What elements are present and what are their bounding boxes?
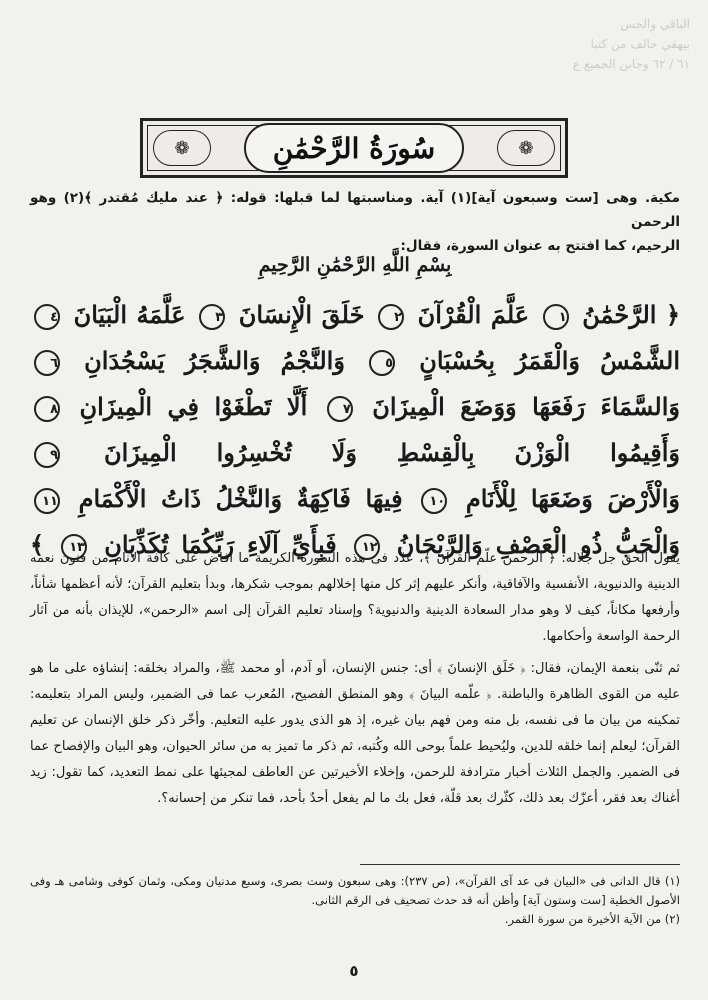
bleed-line: الباقي والحس: [620, 17, 690, 31]
verse-number-marker: ٤: [34, 304, 60, 330]
verse-text: فَبِأَيِّ آلَاءِ رَبِّكُمَا تُكَذِّبَانِ: [104, 530, 337, 559]
footnotes: [30, 872, 680, 929]
commentary: [30, 546, 680, 818]
verse-text: وَالْأَرْضَ وَضَعَهَا لِلْأَنَامِ: [465, 484, 680, 513]
surah-intro: [30, 186, 680, 258]
commentary-paragraph: يقول الحق جل جلاله: ﴿ الرحمن علّم القرآن ﴾، عدّد فى هذه السورة الكريمة ما أفاض على كافة الأنام من فنون نعمه الدينية والدنيوية، الأنفسية والآفاقية، وأنكر عليهم إثر كل منها إخلالهم بموجب شكرها، وبدأ بتعليم القرآن؛ لأنه أعظمها شأناً، وأرفعها مكاناً، كيف لا وهو مدار السعادة الدينية والدنيوية؟ وإسناد تعليم القرآن إلى اسم «الرحمن»، للإيذان بأنه من آثار الرحمة الواسعة وأحكامها.: [30, 551, 680, 644]
verses-block: [30, 292, 680, 568]
ornament-icon: ❁: [497, 130, 555, 166]
surah-title-cartouche: [244, 123, 464, 173]
surah-title: سُورَةُ الرَّحْمَٰنِ: [272, 131, 436, 165]
verse-text: وَأَقِيمُوا الْوَزْنَ بِالْقِسْطِ وَلَا تُخْسِرُوا الْمِيزَانَ: [103, 438, 680, 467]
verse-text: وَالنَّجْمُ وَالشَّجَرُ يَسْجُدَانِ: [84, 346, 345, 375]
verse-text: عَلَّمَهُ الْبَيَانَ: [73, 300, 186, 329]
verse-number-marker: ٣: [199, 304, 225, 330]
verse-number-marker: ١٣: [61, 534, 87, 560]
verse-text: وَالْحَبُّ ذُو الْعَصْفِ وَالرَّيْحَانُ: [396, 530, 680, 559]
verse-number-marker: ٦: [34, 350, 60, 376]
verse-line: [30, 338, 680, 384]
bleed-through-text: [430, 14, 690, 74]
intro-line: مكية. وهى [ست وسبعون آية](١) آية. ومناسبتها لما قبلها: قوله: ﴿ عند مليك مُقتدر ﴾(٢) وهو الرحمن: [30, 190, 680, 230]
bleed-line: بيهقي خالف من كتبا: [590, 37, 690, 51]
verse-number-marker: ١٠: [421, 488, 447, 514]
verse-text: الشَّمْسُ وَالْقَمَرُ بِحُسْبَانٍ: [419, 346, 680, 375]
verse-end-bracket: ﴾: [30, 530, 45, 559]
verse-text: أَلَّا تَطْغَوْا فِي الْمِيزَانِ: [79, 392, 308, 421]
verse-number-marker: ٧: [327, 396, 353, 422]
verse-line: [30, 430, 680, 476]
verse-number-marker: ٥: [369, 350, 395, 376]
verse-number-marker: ١٢: [354, 534, 380, 560]
verse-number-marker: ٩: [34, 442, 60, 468]
basmala: بِسْمِ اللَّهِ الرَّحْمَٰنِ الرَّحِيمِ: [258, 254, 452, 276]
footnote: (١) قال الدانى فى «البيان فى عد آى القرآن»، (ص ٢٣٧): وهى سبعون وست بصرى، وسبع مدنيان ومكى، وثمان كوفى وشامى هـ وفى الأصول الخطية [ست وستون آية] وأظن أنه قد حدث تصحيف فى الرقم الثانى.: [30, 874, 680, 907]
surah-title-frame: [140, 118, 568, 178]
verse-text: خَلَقَ الْإِنسَانَ: [238, 300, 365, 329]
bleed-line: ٦١ / ٦٢ وجابن الجميع ع: [572, 57, 690, 71]
footnote: (٢) من الآية الأخيرة من سورة القمر.: [504, 912, 680, 926]
verse-text: ﴿ الرَّحْمَٰنُ: [582, 300, 680, 329]
commentary-paragraph: ثم ثنّى بنعمة الإيمان، فقال: ﴿ خَلَق الإنسانَ ﴾ أى: جنس الإنسان، أو آدم، أو محمد ﷺ، والمراد بخلقه: إنشاؤه على ما هو عليه من القوى الظاهرة والباطنة. ﴿ علّمه البيانَ ﴾ وهو المنطق الفصيح، المُعرب عما فى الضمير، وليس المراد بتعليمه: تمكينه من بيان ما فى نفسه، بل منه ومن فهم بيان غيره، إذ هو الذى يدور عليه التعليم. وأخّر ذكر خلق الإنسان عن تعليم القرآن؛ ليعلم إنما خلقه للدين، وليُحيط علماً بوحى الله وكُتبه، ثم ذكر ما تميز به من سائر الحيوان، وهو البيان والإفصاح عما فى الضمير. والجمل الثلاث أخبار مترادفة للرحمن، وإخلاء الأخيرتين عن العاطف لمجيئها على نمط التعديد، كما تقول: زيد أغناك بعد فقر، أعزّك بعد ذلك، كثّرك بعد قلّة، فعل بك ما لم يفعل أحدٌ بأحد، فما تنكر من إحسانه؟.: [30, 661, 680, 806]
verse-number-marker: ١: [543, 304, 569, 330]
footnote-divider: [360, 864, 680, 865]
verse-text: عَلَّمَ الْقُرْآنَ: [417, 300, 530, 329]
page-number: ٥: [349, 962, 359, 980]
verse-text: وَالسَّمَاءَ رَفَعَهَا وَوَضَعَ الْمِيزَانَ: [372, 392, 680, 421]
verse-line: [30, 384, 680, 430]
verse-number-marker: ٨: [34, 396, 60, 422]
intro-line: الرحيم، كما افتتح به عنوان السورة، فقال:: [400, 238, 680, 254]
verse-line: [30, 292, 680, 338]
verse-line: [30, 476, 680, 522]
verse-number-marker: ١١: [34, 488, 60, 514]
verse-text: فِيهَا فَاكِهَةٌ وَالنَّخْلُ ذَاتُ الْأَكْمَامِ: [78, 484, 403, 513]
ornament-icon: ❁: [153, 130, 211, 166]
verse-number-marker: ٢: [378, 304, 404, 330]
